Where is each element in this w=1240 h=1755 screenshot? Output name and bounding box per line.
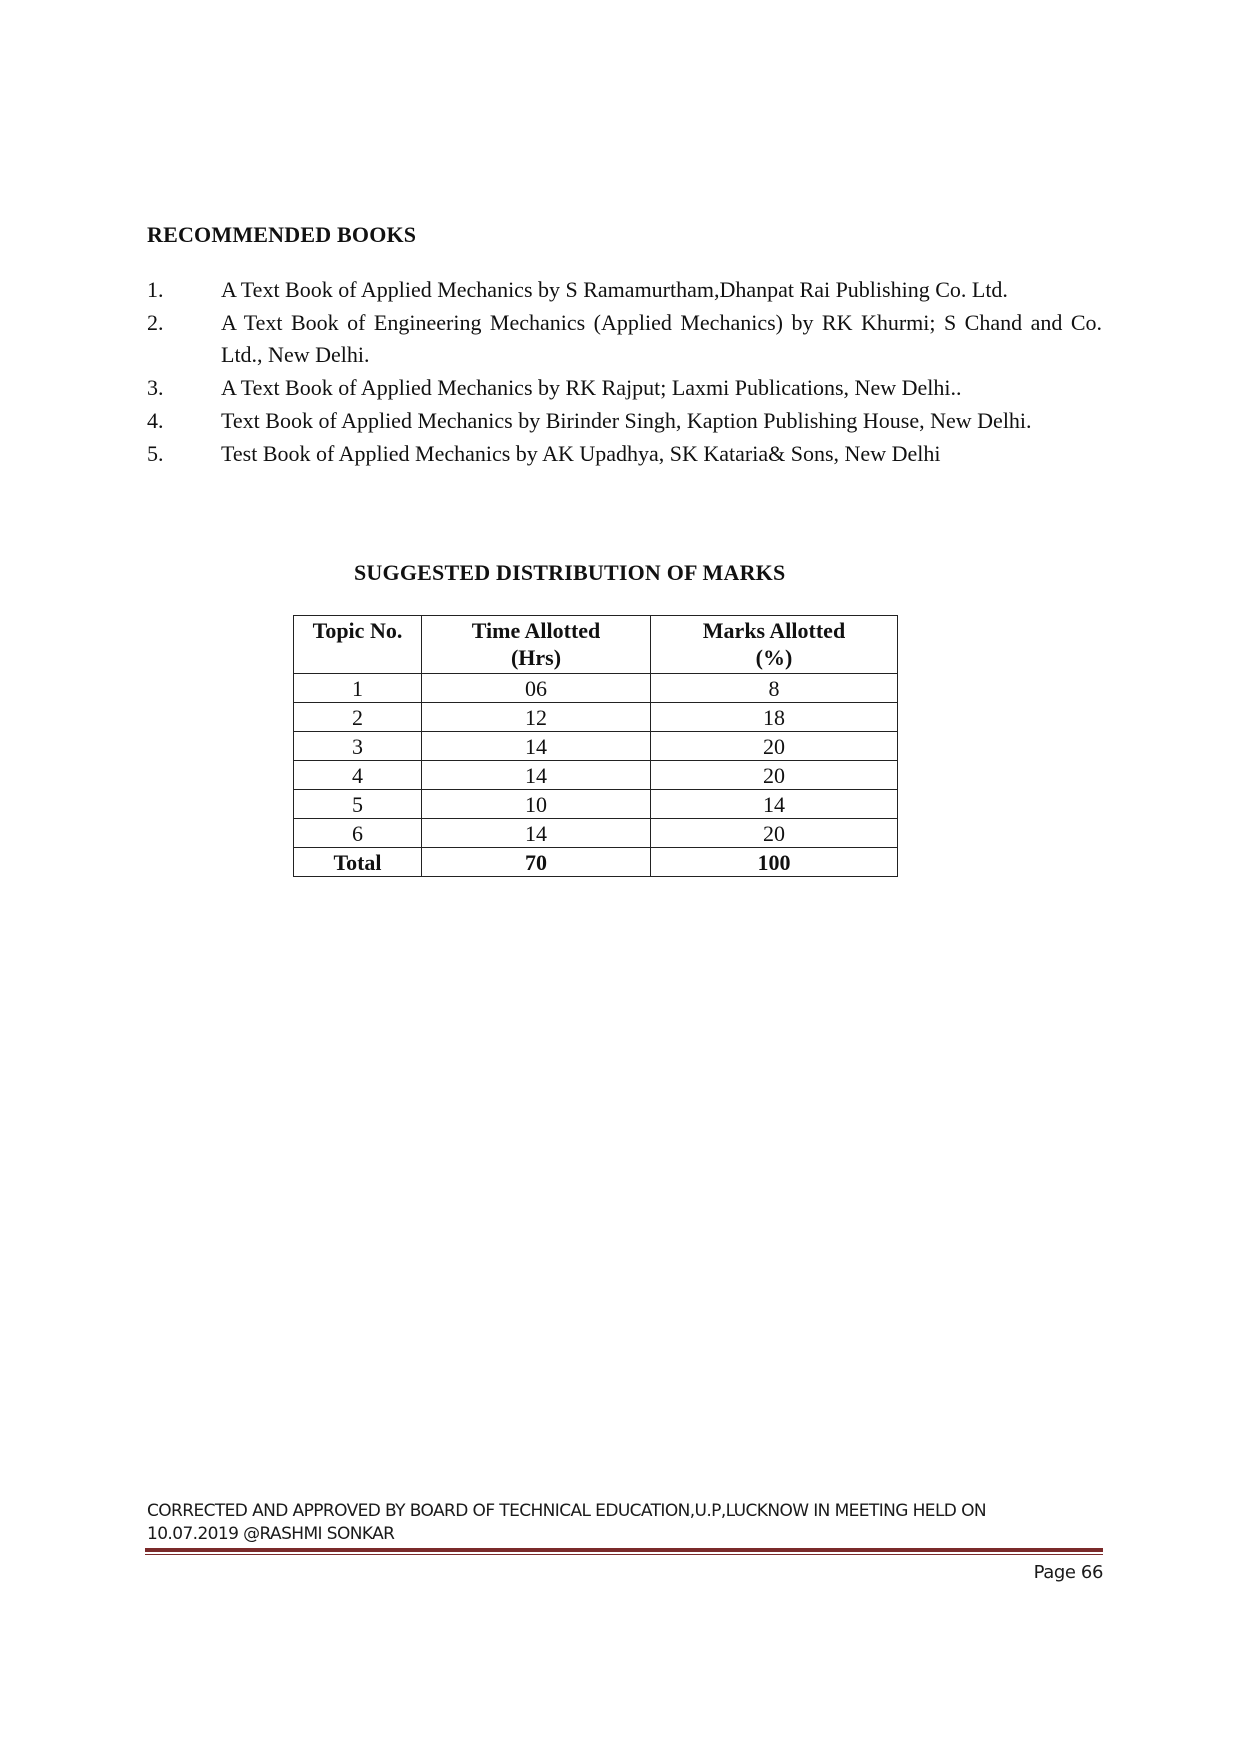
footer-approval-note	[147, 1500, 1107, 1546]
header-time-allotted: Time Allotted (Hrs)	[422, 616, 651, 674]
cell-time: 06	[422, 674, 651, 703]
footer-line-1: CORRECTED AND APPROVED BY BOARD OF TECHNICAL EDUCATION,U.P,LUCKNOW IN MEETING HELD ON	[147, 1501, 987, 1521]
table-row	[294, 674, 898, 703]
cell-marks: 18	[651, 703, 898, 732]
book-number: 2.	[147, 310, 164, 335]
cell-marks: 20	[651, 732, 898, 761]
book-item	[147, 274, 1102, 306]
header-marks-allotted: Marks Allotted (%)	[651, 616, 898, 674]
footer-line-2: 10.07.2019 @RASHMI SONKAR	[147, 1524, 395, 1544]
footer-divider-thin	[145, 1554, 1103, 1555]
book-item	[147, 372, 1102, 404]
cell-topic: 5	[294, 790, 422, 819]
recommended-books-heading: RECOMMENDED BOOKS	[147, 222, 417, 247]
book-item	[147, 307, 1102, 371]
header-topic-no: Topic No.	[294, 616, 422, 674]
page-number: Page 66	[1033, 1562, 1103, 1583]
book-item	[147, 438, 1102, 470]
book-number: 4.	[147, 408, 164, 433]
cell-marks: 20	[651, 819, 898, 848]
footer-divider	[145, 1548, 1103, 1552]
book-item	[147, 405, 1102, 437]
book-number: 3.	[147, 375, 164, 400]
cell-time: 14	[422, 819, 651, 848]
book-number: 1.	[147, 277, 164, 302]
book-text: Test Book of Applied Mechanics by AK Upadhya, SK Kataria& Sons, New Delhi	[221, 441, 941, 466]
cell-time: 10	[422, 790, 651, 819]
table-row	[294, 732, 898, 761]
book-text: A Text Book of Engineering Mechanics (Applied Mechanics) by RK Khurmi; S Chand and Co. Ltd., New Delhi.	[221, 310, 1102, 367]
cell-marks: 20	[651, 761, 898, 790]
cell-time: 12	[422, 703, 651, 732]
cell-marks: 8	[651, 674, 898, 703]
cell-time: 14	[422, 732, 651, 761]
cell-topic: 4	[294, 761, 422, 790]
table-total-row	[294, 848, 898, 877]
cell-marks: 14	[651, 790, 898, 819]
table-row	[294, 819, 898, 848]
total-time: 70	[422, 848, 651, 877]
book-number: 5.	[147, 441, 164, 466]
total-marks: 100	[651, 848, 898, 877]
table-row	[294, 790, 898, 819]
recommended-books-list	[147, 274, 1102, 471]
cell-topic: 3	[294, 732, 422, 761]
table-row	[294, 761, 898, 790]
book-text: Text Book of Applied Mechanics by Birinder Singh, Kaption Publishing House, New Delhi.	[221, 408, 1032, 433]
distribution-table-title: SUGGESTED DISTRIBUTION OF MARKS	[354, 560, 786, 585]
book-text: A Text Book of Applied Mechanics by RK Rajput; Laxmi Publications, New Delhi..	[221, 375, 962, 400]
cell-time: 14	[422, 761, 651, 790]
table-header-row	[294, 616, 898, 674]
table-row	[294, 703, 898, 732]
cell-topic: 2	[294, 703, 422, 732]
total-label: Total	[294, 848, 422, 877]
cell-topic: 1	[294, 674, 422, 703]
marks-distribution-table	[293, 615, 898, 877]
cell-topic: 6	[294, 819, 422, 848]
book-text: A Text Book of Applied Mechanics by S Ramamurtham,Dhanpat Rai Publishing Co. Ltd.	[221, 277, 1008, 302]
